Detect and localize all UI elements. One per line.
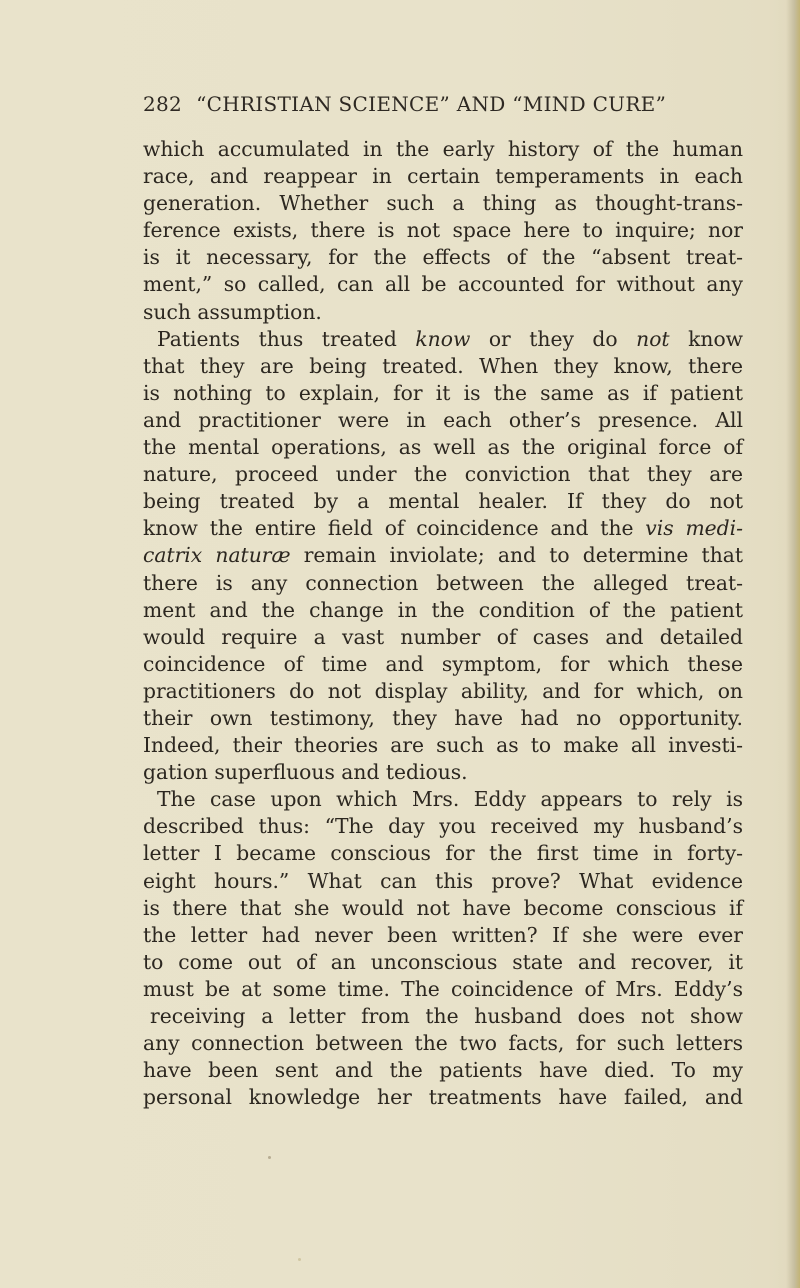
text-line: their own testimony, they have had no opportunity. xyxy=(143,705,743,730)
text-run: Patients thus treated xyxy=(157,326,416,351)
text-run: know the entire field of coincidence and the xyxy=(143,516,646,541)
text-line xyxy=(143,515,743,542)
text-line: is it necessary, for the effects of the “absent treat- xyxy=(143,245,743,270)
text-line: must be at some time. The coincidence of Mrs. Eddy’s xyxy=(143,976,743,1001)
text-line: practitioners do not display ability, and for which, on xyxy=(143,678,743,703)
paper-speck xyxy=(268,1156,271,1159)
text-line: eight hours.” What can this prove? What evidence xyxy=(143,868,743,893)
text-line: is there that she would not have become conscious if xyxy=(143,895,743,920)
text-line: would require a vast number of cases and detailed xyxy=(143,624,743,649)
italic-know: know xyxy=(415,326,471,351)
text-line: which accumulated in the early history of the human xyxy=(143,137,743,161)
text-line: such assumption. xyxy=(143,299,322,324)
page-number: 282 xyxy=(143,92,183,116)
text-line-paragraph-start: The case upon which Mrs. Eddy appears to rely is xyxy=(157,787,743,812)
text-line: to come out of an unconscious state and recover, it xyxy=(143,949,743,974)
text-run: or they do xyxy=(470,326,637,351)
page-edge-shadow xyxy=(786,0,800,1288)
text-line: generation. Whether such a thing as thought-trans- xyxy=(143,191,743,216)
text-line: coincidence of time and symptom, for which these xyxy=(143,651,743,676)
text-line: have been sent and the patients have died. To my xyxy=(143,1058,743,1083)
text-line-paragraph-start xyxy=(143,326,743,353)
text-line: personal knowledge her treatments have failed, and xyxy=(143,1085,743,1110)
text-line xyxy=(143,542,743,569)
text-run: remain inviolate; and to determine that xyxy=(290,543,743,568)
paper-speck xyxy=(298,1258,301,1261)
italic-not: not xyxy=(636,326,670,351)
text-run: know xyxy=(669,326,744,351)
text-line: letter I became conscious for the first time in forty- xyxy=(143,841,743,866)
text-line: described thus: “The day you received my husband’s xyxy=(143,814,743,839)
italic-catrix-naturae: catrix naturæ xyxy=(143,543,291,568)
text-line: ment and the change in the condition of the patient xyxy=(143,597,743,622)
text-line: being treated by a mental healer. If they do not xyxy=(143,489,743,514)
text-line: receiving a letter from the husband does not show xyxy=(150,1004,743,1028)
italic-vis-medi: vis medi- xyxy=(645,516,743,541)
text-line: ference exists, there is not space here to inquire; nor xyxy=(143,218,743,243)
text-line: there is any connection between the alleged treat- xyxy=(143,570,743,595)
text-line: ment,” so called, can all be accounted for without any xyxy=(143,272,743,297)
text-line: Indeed, their theories are such as to make all investi- xyxy=(143,733,743,758)
text-line: the mental operations, as well as the original force of xyxy=(143,435,743,460)
text-line: nature, proceed under the conviction that they are xyxy=(143,462,743,487)
text-line: gation superfluous and tedious. xyxy=(143,760,468,785)
text-line: any connection between the two facts, for such letters xyxy=(143,1031,743,1056)
text-line: the letter had never been written? If she were ever xyxy=(143,922,743,947)
body-text xyxy=(143,136,743,1111)
running-header xyxy=(143,92,743,116)
text-line: is nothing to explain, for it is the same as if patient xyxy=(143,380,743,405)
text-line: race, and reappear in certain temperaments in each xyxy=(143,164,743,189)
text-line: and practitioner were in each other’s presence. All xyxy=(143,407,743,432)
running-title: “CHRISTIAN SCIENCE” AND “MIND CURE” xyxy=(196,92,667,116)
text-line: that they are being treated. When they know, there xyxy=(143,353,743,378)
